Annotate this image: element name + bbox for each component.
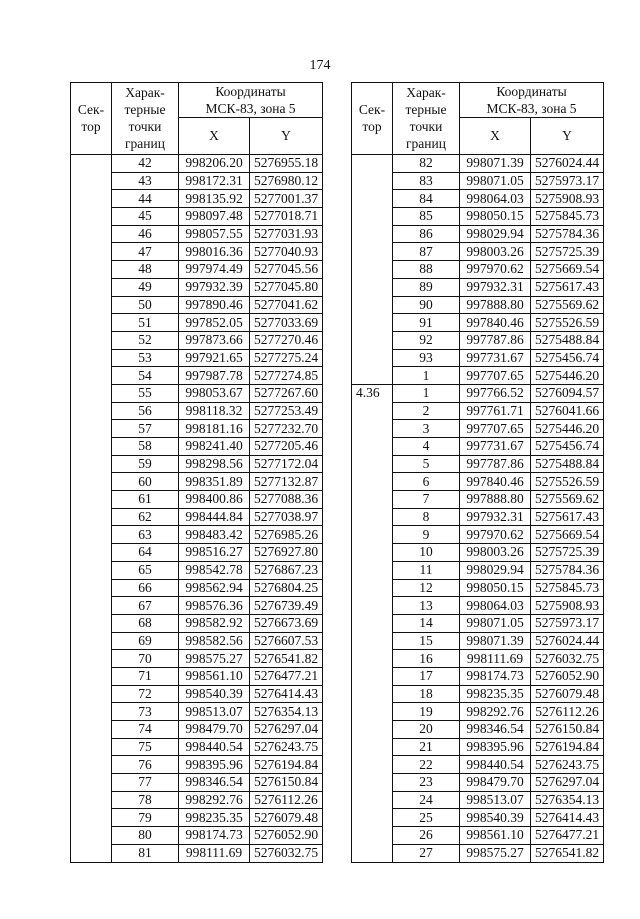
x-cell: 998395.96 <box>179 756 250 774</box>
y-cell: 5276024.44 <box>531 155 604 173</box>
x-cell: 998562.94 <box>179 579 250 597</box>
point-cell: 87 <box>393 243 460 261</box>
x-cell: 997852.05 <box>179 314 250 332</box>
y-cell: 5276867.23 <box>250 561 323 579</box>
x-cell: 997987.78 <box>179 367 250 385</box>
y-cell: 5277040.93 <box>250 243 323 261</box>
x-cell: 998440.54 <box>179 738 250 756</box>
y-cell: 5275456.74 <box>531 349 604 367</box>
point-cell: 75 <box>112 738 179 756</box>
point-cell: 93 <box>393 349 460 367</box>
x-cell: 998174.73 <box>460 667 531 685</box>
point-cell: 79 <box>112 809 179 827</box>
y-cell: 5275526.59 <box>531 473 604 491</box>
y-cell: 5275784.36 <box>531 225 604 243</box>
y-cell: 5276414.43 <box>250 685 323 703</box>
point-cell: 65 <box>112 561 179 579</box>
point-cell: 47 <box>112 243 179 261</box>
point-cell: 43 <box>112 172 179 190</box>
y-cell: 5276804.25 <box>250 579 323 597</box>
header-y: Y <box>531 118 604 155</box>
x-cell: 997840.46 <box>460 314 531 332</box>
y-cell: 5277267.60 <box>250 384 323 402</box>
point-cell: 5 <box>393 455 460 473</box>
point-cell: 42 <box>112 155 179 173</box>
point-cell: 14 <box>393 614 460 632</box>
y-cell: 5277253.49 <box>250 402 323 420</box>
y-cell: 5277275.24 <box>250 349 323 367</box>
x-cell: 998513.07 <box>460 791 531 809</box>
x-cell: 997707.65 <box>460 420 531 438</box>
x-cell: 998057.55 <box>179 225 250 243</box>
x-cell: 998346.54 <box>179 774 250 792</box>
point-cell: 56 <box>112 402 179 420</box>
x-cell: 998582.92 <box>179 614 250 632</box>
point-cell: 84 <box>393 190 460 208</box>
table-row <box>352 155 604 173</box>
y-cell: 5276354.13 <box>531 791 604 809</box>
y-cell: 5276150.84 <box>250 774 323 792</box>
page-number: 174 <box>309 58 331 73</box>
point-cell: 64 <box>112 544 179 562</box>
point-cell: 50 <box>112 296 179 314</box>
y-cell: 5276041.66 <box>531 402 604 420</box>
point-cell: 10 <box>393 544 460 562</box>
point-cell: 51 <box>112 314 179 332</box>
point-cell: 49 <box>112 278 179 296</box>
x-cell: 998542.78 <box>179 561 250 579</box>
point-cell: 45 <box>112 208 179 226</box>
y-cell: 5277045.56 <box>250 261 323 279</box>
y-cell: 5276414.43 <box>531 809 604 827</box>
point-cell: 12 <box>393 579 460 597</box>
x-cell: 998540.39 <box>460 809 531 827</box>
x-cell: 997707.65 <box>460 367 531 385</box>
point-cell: 69 <box>112 632 179 650</box>
x-cell: 998444.84 <box>179 508 250 526</box>
coordinates-table-left <box>70 82 323 863</box>
x-cell: 998050.15 <box>460 208 531 226</box>
x-cell: 997761.71 <box>460 402 531 420</box>
x-cell: 997787.86 <box>460 331 531 349</box>
x-cell: 997890.46 <box>179 296 250 314</box>
y-cell: 5276477.21 <box>250 667 323 685</box>
point-cell: 24 <box>393 791 460 809</box>
y-cell: 5275973.17 <box>531 614 604 632</box>
header-points: Харак- терные точки границ <box>112 83 179 155</box>
y-cell: 5275569.62 <box>531 296 604 314</box>
x-cell: 998172.31 <box>179 172 250 190</box>
x-cell: 998071.39 <box>460 155 531 173</box>
x-cell: 998206.20 <box>179 155 250 173</box>
x-cell: 998298.56 <box>179 455 250 473</box>
y-cell: 5277018.71 <box>250 208 323 226</box>
point-cell: 53 <box>112 349 179 367</box>
y-cell: 5277031.93 <box>250 225 323 243</box>
point-cell: 7 <box>393 491 460 509</box>
x-cell: 997888.80 <box>460 491 531 509</box>
x-cell: 998575.27 <box>179 650 250 668</box>
coordinates-table-right <box>351 82 604 863</box>
point-cell: 20 <box>393 721 460 739</box>
x-cell: 998346.54 <box>460 721 531 739</box>
x-cell: 997921.65 <box>179 349 250 367</box>
x-cell: 998582.56 <box>179 632 250 650</box>
point-cell: 61 <box>112 491 179 509</box>
x-cell: 998053.67 <box>179 384 250 402</box>
x-cell: 998064.03 <box>460 190 531 208</box>
point-cell: 76 <box>112 756 179 774</box>
point-cell: 80 <box>112 827 179 845</box>
header-coordinates: Координаты МСК-83, зона 5 <box>179 83 323 118</box>
x-cell: 998235.35 <box>460 685 531 703</box>
x-cell: 998235.35 <box>179 809 250 827</box>
point-cell: 59 <box>112 455 179 473</box>
x-cell: 998029.94 <box>460 225 531 243</box>
point-cell: 55 <box>112 384 179 402</box>
y-cell: 5275725.39 <box>531 243 604 261</box>
y-cell: 5276052.90 <box>531 667 604 685</box>
point-cell: 66 <box>112 579 179 597</box>
y-cell: 5275908.93 <box>531 190 604 208</box>
x-cell: 998292.76 <box>179 791 250 809</box>
point-cell: 77 <box>112 774 179 792</box>
x-cell: 998181.16 <box>179 420 250 438</box>
y-cell: 5276079.48 <box>531 685 604 703</box>
point-cell: 74 <box>112 721 179 739</box>
point-cell: 16 <box>393 650 460 668</box>
y-cell: 5276927.80 <box>250 544 323 562</box>
point-cell: 22 <box>393 756 460 774</box>
x-cell: 997731.67 <box>460 349 531 367</box>
y-cell: 5276541.82 <box>531 844 604 862</box>
point-cell: 13 <box>393 597 460 615</box>
y-cell: 5276243.75 <box>250 738 323 756</box>
x-cell: 998111.69 <box>179 844 250 862</box>
x-cell: 998003.26 <box>460 243 531 261</box>
y-cell: 5276673.69 <box>250 614 323 632</box>
x-cell: 998483.42 <box>179 526 250 544</box>
y-cell: 5276541.82 <box>250 650 323 668</box>
point-cell: 91 <box>393 314 460 332</box>
point-cell: 27 <box>393 844 460 862</box>
x-cell: 998575.27 <box>460 844 531 862</box>
y-cell: 5277001.37 <box>250 190 323 208</box>
y-cell: 5276607.53 <box>250 632 323 650</box>
x-cell: 997932.31 <box>460 508 531 526</box>
y-cell: 5275725.39 <box>531 544 604 562</box>
y-cell: 5277232.70 <box>250 420 323 438</box>
point-cell: 52 <box>112 331 179 349</box>
y-cell: 5276032.75 <box>250 844 323 862</box>
y-cell: 5275845.73 <box>531 579 604 597</box>
sector-cell <box>71 155 112 863</box>
y-cell: 5275456.74 <box>531 438 604 456</box>
y-cell: 5275973.17 <box>531 172 604 190</box>
point-cell: 23 <box>393 774 460 792</box>
x-cell: 997766.52 <box>460 384 531 402</box>
x-cell: 998479.70 <box>179 721 250 739</box>
point-cell: 58 <box>112 438 179 456</box>
point-cell: 68 <box>112 614 179 632</box>
y-cell: 5276112.26 <box>531 703 604 721</box>
x-cell: 998561.10 <box>460 827 531 845</box>
x-cell: 998097.48 <box>179 208 250 226</box>
point-cell: 63 <box>112 526 179 544</box>
y-cell: 5276194.84 <box>250 756 323 774</box>
x-cell: 998576.36 <box>179 597 250 615</box>
x-cell: 998029.94 <box>460 561 531 579</box>
table-row <box>71 155 323 173</box>
y-cell: 5276150.84 <box>531 721 604 739</box>
x-cell: 998174.73 <box>179 827 250 845</box>
x-cell: 998111.69 <box>460 650 531 668</box>
y-cell: 5276079.48 <box>250 809 323 827</box>
table-body-right <box>352 155 604 863</box>
point-cell: 83 <box>393 172 460 190</box>
point-cell: 44 <box>112 190 179 208</box>
point-cell: 11 <box>393 561 460 579</box>
point-cell: 48 <box>112 261 179 279</box>
x-cell: 998395.96 <box>460 738 531 756</box>
y-cell: 5276094.57 <box>531 384 604 402</box>
point-cell: 1 <box>393 367 460 385</box>
x-cell: 997970.62 <box>460 526 531 544</box>
point-cell: 19 <box>393 703 460 721</box>
sector-cell: 4.36 <box>352 384 393 862</box>
header-coordinates: Координаты МСК-83, зона 5 <box>460 83 604 118</box>
y-cell: 5276297.04 <box>531 774 604 792</box>
x-cell: 997932.39 <box>179 278 250 296</box>
point-cell: 1 <box>393 384 460 402</box>
point-cell: 70 <box>112 650 179 668</box>
point-cell: 8 <box>393 508 460 526</box>
x-cell: 998050.15 <box>460 579 531 597</box>
x-cell: 998071.05 <box>460 172 531 190</box>
point-cell: 89 <box>393 278 460 296</box>
x-cell: 997787.86 <box>460 455 531 473</box>
point-cell: 67 <box>112 597 179 615</box>
x-cell: 997974.49 <box>179 261 250 279</box>
y-cell: 5276112.26 <box>250 791 323 809</box>
x-cell: 997932.31 <box>460 278 531 296</box>
header-y: Y <box>250 118 323 155</box>
y-cell: 5275908.93 <box>531 597 604 615</box>
y-cell: 5275845.73 <box>531 208 604 226</box>
point-cell: 81 <box>112 844 179 862</box>
y-cell: 5276980.12 <box>250 172 323 190</box>
table-body-left <box>71 155 323 863</box>
y-cell: 5276739.49 <box>250 597 323 615</box>
point-cell: 25 <box>393 809 460 827</box>
y-cell: 5276985.26 <box>250 526 323 544</box>
y-cell: 5277045.80 <box>250 278 323 296</box>
y-cell: 5276052.90 <box>250 827 323 845</box>
point-cell: 54 <box>112 367 179 385</box>
x-cell: 998016.36 <box>179 243 250 261</box>
header-x: X <box>460 118 531 155</box>
header-sector: Сек- тор <box>352 83 393 155</box>
y-cell: 5275488.84 <box>531 331 604 349</box>
y-cell: 5275784.36 <box>531 561 604 579</box>
point-cell: 72 <box>112 685 179 703</box>
x-cell: 997873.66 <box>179 331 250 349</box>
y-cell: 5275446.20 <box>531 420 604 438</box>
point-cell: 60 <box>112 473 179 491</box>
point-cell: 46 <box>112 225 179 243</box>
y-cell: 5276032.75 <box>531 650 604 668</box>
y-cell: 5277205.46 <box>250 438 323 456</box>
point-cell: 4 <box>393 438 460 456</box>
x-cell: 998135.92 <box>179 190 250 208</box>
y-cell: 5277132.87 <box>250 473 323 491</box>
x-cell: 998540.39 <box>179 685 250 703</box>
y-cell: 5275617.43 <box>531 278 604 296</box>
table-row <box>352 384 604 402</box>
y-cell: 5276024.44 <box>531 632 604 650</box>
y-cell: 5277270.46 <box>250 331 323 349</box>
x-cell: 998440.54 <box>460 756 531 774</box>
y-cell: 5277172.04 <box>250 455 323 473</box>
header-x: X <box>179 118 250 155</box>
point-cell: 9 <box>393 526 460 544</box>
point-cell: 62 <box>112 508 179 526</box>
y-cell: 5275526.59 <box>531 314 604 332</box>
point-cell: 15 <box>393 632 460 650</box>
x-cell: 997970.62 <box>460 261 531 279</box>
y-cell: 5275446.20 <box>531 367 604 385</box>
point-cell: 3 <box>393 420 460 438</box>
x-cell: 997888.80 <box>460 296 531 314</box>
y-cell: 5277088.36 <box>250 491 323 509</box>
point-cell: 26 <box>393 827 460 845</box>
x-cell: 997840.46 <box>460 473 531 491</box>
y-cell: 5275569.62 <box>531 491 604 509</box>
x-cell: 998400.86 <box>179 491 250 509</box>
point-cell: 92 <box>393 331 460 349</box>
y-cell: 5276477.21 <box>531 827 604 845</box>
point-cell: 17 <box>393 667 460 685</box>
x-cell: 998003.26 <box>460 544 531 562</box>
x-cell: 998351.89 <box>179 473 250 491</box>
header-sector: Сек- тор <box>71 83 112 155</box>
y-cell: 5275669.54 <box>531 261 604 279</box>
point-cell: 82 <box>393 155 460 173</box>
header-points: Харак- терные точки границ <box>393 83 460 155</box>
y-cell: 5276194.84 <box>531 738 604 756</box>
point-cell: 88 <box>393 261 460 279</box>
point-cell: 78 <box>112 791 179 809</box>
y-cell: 5275617.43 <box>531 508 604 526</box>
y-cell: 5275669.54 <box>531 526 604 544</box>
point-cell: 18 <box>393 685 460 703</box>
x-cell: 998292.76 <box>460 703 531 721</box>
x-cell: 998561.10 <box>179 667 250 685</box>
x-cell: 998479.70 <box>460 774 531 792</box>
sector-cell <box>352 155 393 385</box>
x-cell: 998241.40 <box>179 438 250 456</box>
x-cell: 997731.67 <box>460 438 531 456</box>
x-cell: 998071.05 <box>460 614 531 632</box>
point-cell: 21 <box>393 738 460 756</box>
y-cell: 5276955.18 <box>250 155 323 173</box>
x-cell: 998513.07 <box>179 703 250 721</box>
y-cell: 5275488.84 <box>531 455 604 473</box>
point-cell: 6 <box>393 473 460 491</box>
y-cell: 5276297.04 <box>250 721 323 739</box>
point-cell: 57 <box>112 420 179 438</box>
point-cell: 71 <box>112 667 179 685</box>
point-cell: 86 <box>393 225 460 243</box>
x-cell: 998516.27 <box>179 544 250 562</box>
y-cell: 5277274.85 <box>250 367 323 385</box>
x-cell: 998071.39 <box>460 632 531 650</box>
point-cell: 85 <box>393 208 460 226</box>
x-cell: 998118.32 <box>179 402 250 420</box>
y-cell: 5277033.69 <box>250 314 323 332</box>
point-cell: 73 <box>112 703 179 721</box>
y-cell: 5276354.13 <box>250 703 323 721</box>
point-cell: 2 <box>393 402 460 420</box>
x-cell: 998064.03 <box>460 597 531 615</box>
y-cell: 5277038.97 <box>250 508 323 526</box>
y-cell: 5276243.75 <box>531 756 604 774</box>
y-cell: 5277041.62 <box>250 296 323 314</box>
point-cell: 90 <box>393 296 460 314</box>
